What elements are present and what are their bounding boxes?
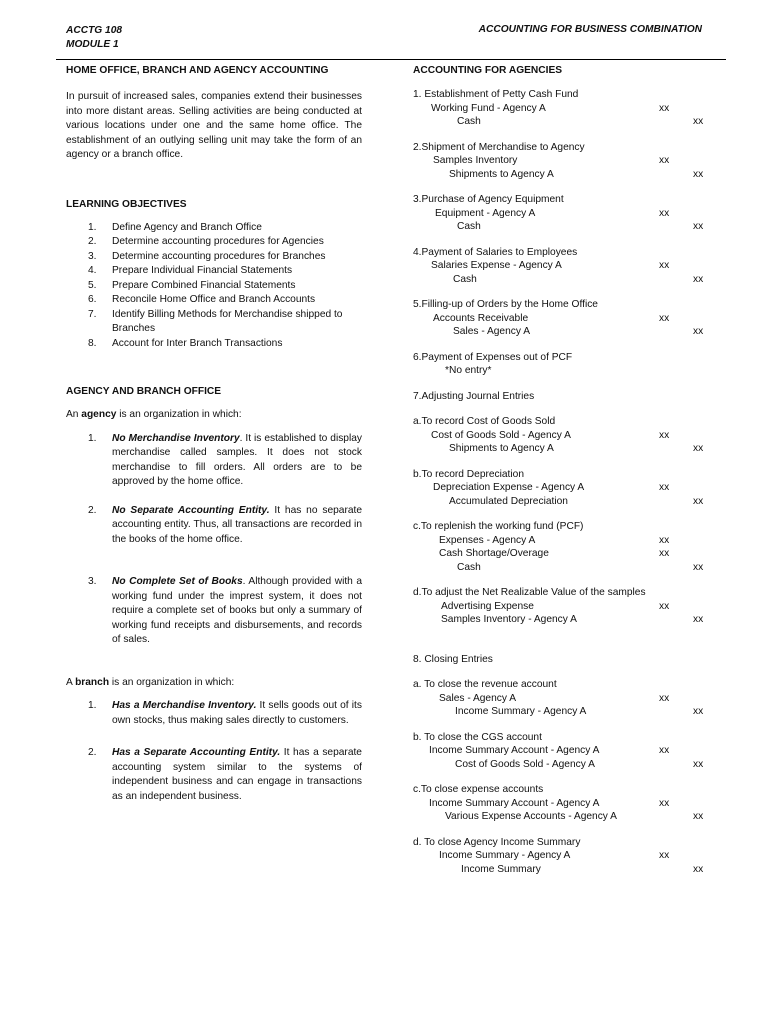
entry-line (413, 613, 713, 627)
debit-amount: xx (659, 797, 670, 809)
item-text: . Although provided with a working fund under the imprest system, it does not require a complete set of books but only a summary of working fund receipts and disbursements, and records of sales. (112, 576, 362, 645)
objectives-list (66, 221, 362, 352)
list-item (66, 432, 362, 490)
entry-title: 3.Purchase of Agency Equipment (413, 194, 564, 205)
entry-title: 1. Establishment of Petty Cash Fund (413, 89, 579, 100)
account-name: Cash (457, 561, 481, 573)
course-code: ACCTG 108 (66, 25, 123, 36)
credit-amount: xx (693, 326, 704, 337)
objective-text: Account for Inter Branch Transactions (112, 337, 283, 349)
account-name: Cash (457, 116, 481, 127)
branch-definition (66, 676, 362, 691)
entry-line (413, 312, 713, 326)
entry-title: 8. Closing Entries (413, 653, 493, 665)
credit-amount: xx (693, 863, 704, 875)
debit-amount: xx (659, 548, 670, 559)
credit-amount: xx (693, 811, 704, 822)
account-name: Depreciation Expense - Agency A (433, 482, 585, 493)
account-name: Cash (453, 273, 477, 285)
objective-number: 7. (88, 308, 97, 320)
credit-amount: xx (693, 706, 704, 717)
objective-item (66, 221, 362, 236)
entry-line (413, 429, 713, 443)
account-name: Shipments to Agency A (449, 168, 554, 180)
entry-line (413, 102, 713, 116)
journal-entry (413, 351, 713, 378)
item-number: 1. (88, 700, 97, 711)
entry-title: 2.Shipment of Merchandise to Agency (413, 141, 585, 153)
objective-item (66, 293, 362, 308)
entry-line (413, 561, 713, 575)
journal-entry (413, 298, 713, 339)
header-subject: ACCOUNTING FOR BUSINESS COMBINATION (478, 24, 702, 35)
item-number: 2. (88, 747, 97, 758)
objective-item (66, 250, 362, 265)
item-number: 2. (88, 504, 97, 516)
item-number: 3. (88, 576, 97, 587)
entry-line (413, 705, 713, 719)
entry-title: b.To record Depreciation (413, 468, 524, 480)
branch-word: branch (75, 676, 110, 688)
journal-entry (413, 390, 713, 404)
module-label: MODULE 1 (66, 39, 119, 50)
account-name: Accounts Receivable (433, 312, 529, 324)
item-text: It has a separate accounting system similar to the systems of independent business and can engage in transactions as an independent business. (112, 747, 362, 802)
account-name: Samples Inventory - Agency A (441, 614, 577, 625)
item-term: No Separate Accounting Entity. (112, 504, 270, 516)
debit-amount: xx (659, 850, 670, 861)
entry-title: 6.Payment of Expenses out of PCF (413, 351, 573, 363)
account-name: Income Summary Account - Agency A (429, 797, 600, 809)
objective-text: Identify Billing Methods for Merchandise shipped to Branches (112, 308, 343, 334)
account-name: Cost of Goods Sold - Agency A (455, 758, 595, 770)
entry-title: b. To close the CGS account (413, 731, 542, 743)
credit-amount: xx (693, 443, 704, 454)
item-term: Has a Separate Accounting Entity. (112, 747, 281, 758)
account-name: Shipments to Agency A (449, 443, 554, 454)
objective-item (66, 264, 362, 279)
entry-line (413, 758, 713, 772)
account-name: Expenses - Agency A (439, 534, 536, 546)
objective-number: 1. (88, 221, 97, 233)
journal-entry (413, 520, 713, 574)
entry-line (413, 154, 713, 168)
credit-amount: xx (693, 273, 704, 285)
objective-number: 4. (88, 265, 97, 276)
journal-entry (413, 193, 713, 234)
objective-item (66, 337, 362, 352)
journal-entry (413, 678, 713, 719)
account-name: Cash (457, 221, 481, 232)
entry-line (413, 273, 713, 287)
agency-post: is an organization in which: (116, 409, 242, 420)
agency-branch-title: AGENCY AND BRANCH OFFICE (66, 386, 222, 397)
header-course (66, 24, 122, 52)
debit-amount: xx (659, 600, 670, 612)
entry-line (413, 810, 713, 824)
branch-post: is an organization in which: (109, 676, 235, 688)
account-name: Cash Shortage/Overage (439, 548, 549, 559)
account-name: Equipment - Agency A (435, 207, 536, 219)
agency-list (66, 432, 362, 648)
agency-word: agency (81, 409, 117, 420)
journal-entry (413, 836, 713, 877)
entry-title: a.To record Cost of Goods Sold (413, 416, 556, 427)
branch-pre: A (66, 676, 76, 688)
debit-amount: xx (659, 429, 670, 441)
journal-entry (413, 88, 713, 129)
right-column (413, 64, 713, 876)
debit-amount: xx (659, 692, 670, 704)
objective-number: 5. (88, 279, 97, 291)
debit-amount: xx (659, 260, 670, 271)
agency-pre: An (66, 409, 82, 420)
debit-amount: xx (659, 155, 670, 166)
credit-amount: xx (693, 495, 704, 507)
objective-number: 2. (88, 236, 97, 247)
debit-amount: xx (659, 102, 670, 114)
item-term: No Complete Set of Books (112, 576, 243, 587)
objective-text: Determine accounting procedures for Branches (112, 250, 326, 262)
account-name: Sales - Agency A (439, 692, 517, 704)
objective-number: 3. (88, 250, 97, 262)
entry-line (413, 547, 713, 561)
entry-line (413, 849, 713, 863)
credit-amount: xx (693, 116, 704, 127)
list-item (66, 746, 362, 804)
account-name: Income Summary - Agency A (455, 706, 587, 717)
item-term: Has a Merchandise Inventory. (112, 700, 257, 711)
item-text: It has no separate accounting entity. Thus, all transactions are recorded in the books of the home office. (112, 504, 363, 545)
branch-list (66, 699, 362, 804)
entry-line (413, 442, 713, 456)
entry-line (413, 600, 713, 614)
journal-entry (413, 731, 713, 772)
journal-entry (413, 783, 713, 824)
journal-entry (413, 415, 713, 456)
entry-line (413, 207, 713, 221)
entry-title: c.To close expense accounts (413, 784, 544, 795)
entry-title: a. To close the revenue account (413, 679, 557, 690)
entry-title: 7.Adjusting Journal Entries (413, 390, 535, 402)
debit-amount: xx (659, 482, 670, 493)
debit-amount: xx (659, 745, 670, 756)
entry-line (413, 220, 713, 234)
objectives-title: LEARNING OBJECTIVES (66, 198, 187, 210)
item-text: . It is established to display merchandise called samples. It does not stock merchandise to fill orders. All orders are to be approved by the home office. (112, 432, 362, 487)
journal-entry (413, 141, 713, 182)
debit-amount: xx (659, 312, 670, 324)
entry-line (413, 797, 713, 811)
credit-amount: xx (693, 221, 704, 232)
list-item (66, 699, 362, 728)
agencies-title: ACCOUNTING FOR AGENCIES (413, 65, 563, 76)
entry-line (413, 115, 713, 129)
credit-amount: xx (693, 758, 704, 770)
item-text: It sells goods out of its own stocks, thus making sales directly to customers. (112, 700, 362, 726)
journal-entry (413, 586, 713, 627)
account-name: Various Expense Accounts - Agency A (445, 811, 617, 822)
objective-text: Reconcile Home Office and Branch Accounts (112, 294, 316, 305)
journal-entry (413, 468, 713, 509)
entry-line (413, 364, 713, 378)
account-name: Cost of Goods Sold - Agency A (431, 429, 571, 441)
debit-amount: xx (659, 207, 670, 219)
credit-amount: xx (693, 561, 704, 573)
entry-line (413, 744, 713, 758)
objective-text: Prepare Individual Financial Statements (112, 265, 293, 276)
entry-line (413, 481, 713, 495)
objective-text: Define Agency and Branch Office (112, 221, 262, 233)
entry-title: d.To adjust the Net Realizable Value of the samples (413, 587, 646, 598)
account-name: *No entry* (445, 365, 492, 376)
objective-number: 8. (88, 337, 97, 349)
objective-text: Prepare Combined Financial Statements (112, 279, 296, 291)
entry-line (413, 325, 713, 339)
credit-amount: xx (693, 614, 704, 625)
account-name: Income Summary (461, 863, 541, 875)
account-name: Samples Inventory (433, 155, 518, 166)
entry-line (413, 168, 713, 182)
entry-title: d. To close Agency Income Summary (413, 836, 581, 848)
entry-title: 4.Payment of Salaries to Employees (413, 246, 578, 258)
list-item (66, 504, 362, 548)
objective-item (66, 279, 362, 294)
intro-paragraph: In pursuit of increased sales, companies extend their businesses into more distant areas. Selling activities are being conducted at various locations under one and the same home office. The establishment of an outlying selling unit may take the form of an agency or a branch office. (66, 91, 362, 160)
entry-line (413, 863, 713, 877)
section-title: HOME OFFICE, BRANCH AND AGENCY ACCOUNTING (66, 65, 329, 76)
account-name: Accumulated Depreciation (449, 495, 568, 507)
entry-line (413, 495, 713, 509)
objective-text: Determine accounting procedures for Agencies (112, 236, 324, 247)
journal-entries (413, 88, 713, 876)
entry-title: 5.Filling-up of Orders by the Home Office (413, 299, 598, 310)
account-name: Income Summary - Agency A (439, 850, 571, 861)
journal-entry (413, 653, 713, 667)
left-column (66, 64, 362, 804)
debit-amount: xx (659, 534, 670, 546)
header-rule (56, 59, 726, 60)
item-term: No Merchandise Inventory (112, 432, 240, 444)
entry-line (413, 534, 713, 548)
entry-line (413, 692, 713, 706)
account-name: Salaries Expense - Agency A (431, 260, 562, 271)
entry-title: c.To replenish the working fund (PCF) (413, 521, 584, 532)
journal-entry (413, 246, 713, 287)
entry-line (413, 259, 713, 273)
account-name: Sales - Agency A (453, 326, 531, 337)
objective-number: 6. (88, 294, 97, 305)
objective-item (66, 235, 362, 250)
account-name: Working Fund - Agency A (431, 102, 546, 114)
item-number: 1. (88, 432, 97, 444)
list-item (66, 575, 362, 648)
objective-item (66, 308, 362, 337)
agency-definition (66, 408, 362, 423)
account-name: Advertising Expense (441, 600, 534, 612)
credit-amount: xx (693, 168, 704, 180)
account-name: Income Summary Account - Agency A (429, 745, 600, 756)
